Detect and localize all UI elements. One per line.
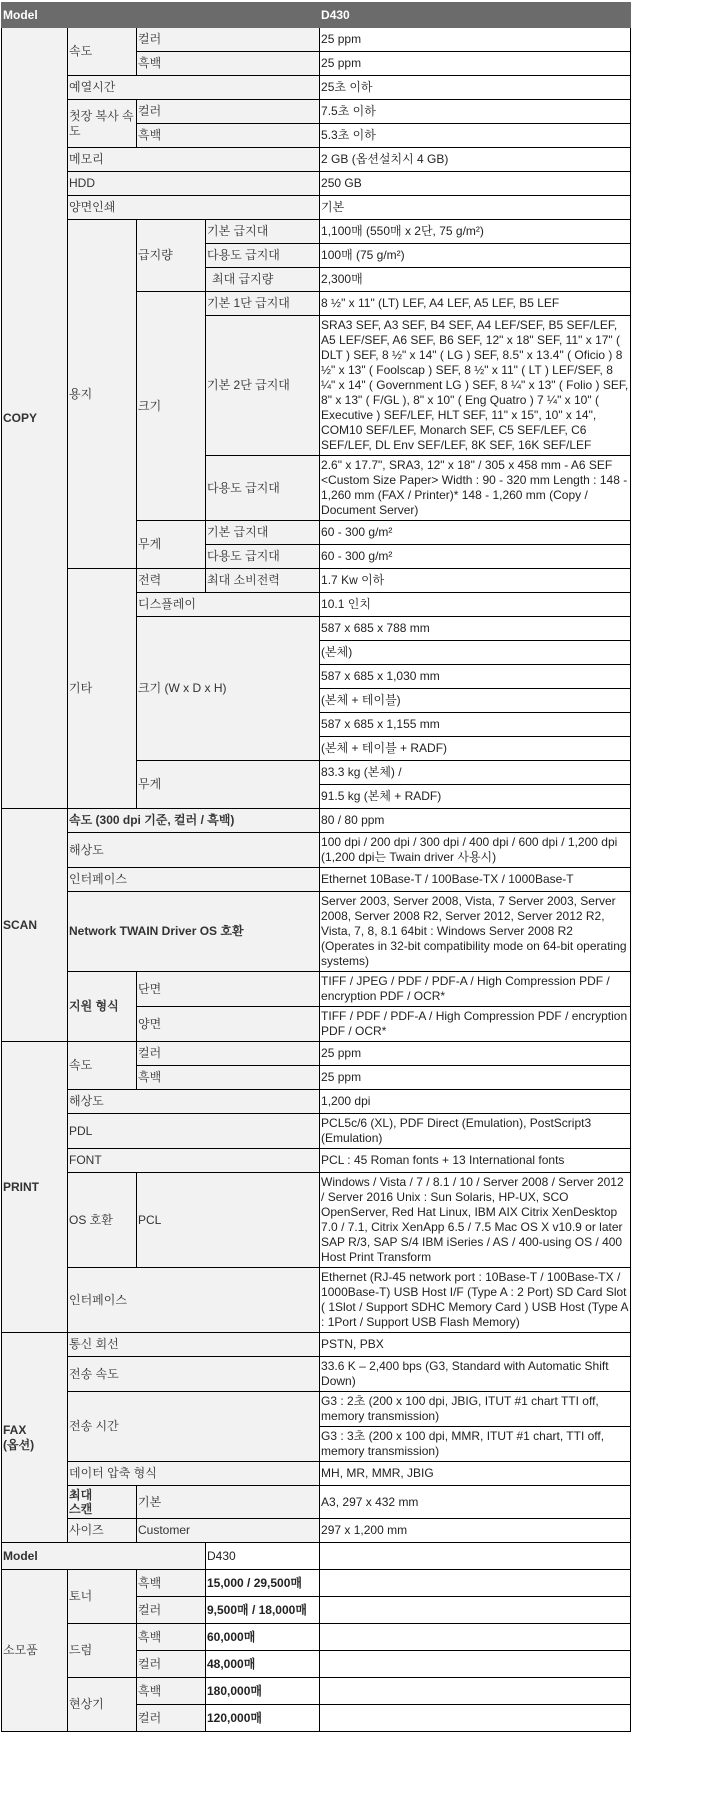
- label: 다용도 급지대: [206, 545, 320, 569]
- table-row: [2, 1624, 631, 1651]
- value: G3 : 3초 (200 x 100 dpi, MMR, ITUT #1 chart, TTI off, memory transmission): [320, 1427, 631, 1462]
- table-row: [2, 1042, 631, 1066]
- label: 통신 회선: [68, 1333, 320, 1357]
- table-row: [2, 569, 631, 593]
- label: 최대 스캔: [68, 1486, 137, 1519]
- label: 다용도 급지대: [206, 244, 320, 268]
- label: 컬러: [137, 100, 320, 124]
- empty-cell: [320, 1651, 631, 1678]
- label: 크기 (W x D x H): [137, 617, 320, 761]
- value: 10.1 인치: [320, 593, 631, 617]
- model-label: Model: [2, 1543, 206, 1570]
- label: 인터페이스: [68, 868, 320, 892]
- table-row: [2, 1357, 631, 1392]
- section-fax: FAX (옵션): [2, 1333, 68, 1543]
- label: Network TWAIN Driver OS 호환: [68, 892, 320, 972]
- table-row: [2, 1486, 631, 1519]
- value: (본체 + 테이블): [320, 689, 631, 713]
- value: 60 - 300 g/m²: [320, 545, 631, 569]
- section-print: PRINT: [2, 1042, 68, 1333]
- label: 기본 2단 급지대: [206, 316, 320, 456]
- label: 흑백: [137, 1570, 206, 1597]
- label: 토너: [68, 1570, 137, 1624]
- value: 25 ppm: [320, 52, 631, 76]
- value: SRA3 SEF, A3 SEF, B4 SEF, A4 LEF/SEF, B5 SEF/LEF, A5 LEF/SEF, A6 SEF, B6 SEF, 12" x 18" SEF, 11" x 17" ( DLT ) SEF, 8 ½" x 14" ( LG ) SEF, 8.5" x 13.4" ( Oficio ) 8 ½" x 13" ( Foolscap ) SEF, 8 ½" x 11" ( LT ) LEF/SEF, 8 ¼" x 14" ( Government LG ) SEF, 8 ¼" x 13" ( Folio ) SEF, 8" x 13" ( F/GL ), 8" x 10" ( Eng Quatro ) 7 ¼" x 10" ( Executive ) SEF/LEF, HLT SEF, 11" x 15", 10" x 14", COM10 SEF/LEF, Monarch SEF, C5 SEF/LEF, C6 SEF/LEF, DL Env SEF/LEF, 8K SEF, 16K SEF/LEF: [320, 316, 631, 456]
- value: Windows / Vista / 7 / 8.1 / 10 / Server 2008 / Server 2012 / Server 2016 Unix : Sun Solaris, HP-UX, SCO OpenServer, Red Hat Linux, IBM AIX Citrix XenDesktop 7.0 / 7.1, Citrix XenApp 6.5 / 7.5 Mac OS X v10.9 or later SAP R/3, SAP S/4 IBM iSeries / AS / 400-using OS / 400 Host Print Transform: [320, 1173, 631, 1268]
- value: 33.6 K – 2,400 bps (G3, Standard with Automatic Shift Down): [320, 1357, 631, 1392]
- value: Server 2003, Server 2008, Vista, 7 Server 2003, Server 2008, Server 2008 R2, Server 2012, Server 2012 R2, Vista, 7, 8, 8.1 64bit : Windows Server 2008 R2 (Operates in 32-bit compatibility mode on 64-bit operating systems): [320, 892, 631, 972]
- value: PCL : 45 Roman fonts + 13 International fonts: [320, 1149, 631, 1173]
- label: 지원 형식: [68, 972, 137, 1042]
- value: 5.3초 이하: [320, 124, 631, 148]
- empty-cell: [320, 1624, 631, 1651]
- table-row: [2, 172, 631, 196]
- value: TIFF / PDF / PDF-A / High Compression PDF / encryption PDF / OCR*: [320, 1007, 631, 1042]
- table-row: [2, 1090, 631, 1114]
- value: A3, 297 x 432 mm: [320, 1486, 631, 1519]
- label: 기본: [137, 1486, 320, 1519]
- table-row: [2, 1519, 631, 1543]
- value: Ethernet 10Base-T / 100Base-TX / 1000Base-T: [320, 868, 631, 892]
- value: (본체 + 테이블 + RADF): [320, 737, 631, 761]
- value: 25초 이하: [320, 76, 631, 100]
- value: 100 dpi / 200 dpi / 300 dpi / 400 dpi / 600 dpi / 1,200 dpi (1,200 dpi는 Twain driver 사용시): [320, 833, 631, 868]
- value: 180,000매: [206, 1678, 320, 1705]
- value: 297 x 1,200 mm: [320, 1519, 631, 1543]
- label: 컬러: [137, 1042, 320, 1066]
- label: 디스플레이: [137, 593, 320, 617]
- label: 컬러: [137, 1597, 206, 1624]
- table-row: [2, 1114, 631, 1149]
- table-row: [2, 1392, 631, 1427]
- label: 기본 급지대: [206, 521, 320, 545]
- label: 급지량: [137, 220, 206, 292]
- table-row: [2, 100, 631, 124]
- value: 80 / 80 ppm: [320, 809, 631, 833]
- table-row: [2, 28, 631, 52]
- label: 흑백: [137, 1624, 206, 1651]
- value: 587 x 685 x 1,030 mm: [320, 665, 631, 689]
- table-row: [2, 868, 631, 892]
- value: G3 : 2초 (200 x 100 dpi, JBIG, ITUT #1 chart TTI off, memory transmission): [320, 1392, 631, 1427]
- label: 최대 급지량: [206, 268, 320, 292]
- header-row: [2, 3, 631, 28]
- table-row: [2, 196, 631, 220]
- empty-cell: [320, 1597, 631, 1624]
- model-value: D430: [320, 3, 631, 28]
- value: 9,500매 / 18,000매: [206, 1597, 320, 1624]
- table-row: [2, 220, 631, 244]
- label: 무게: [137, 521, 206, 569]
- label: 전력: [137, 569, 206, 593]
- table-row: [2, 972, 631, 1007]
- value: 8 ½" x 11" (LT) LEF, A4 LEF, A5 LEF, B5 LEF: [320, 292, 631, 316]
- label: 속도 (300 dpi 기준, 컬러 / 흑백): [68, 809, 320, 833]
- empty-cell: [320, 1678, 631, 1705]
- value: 1,200 dpi: [320, 1090, 631, 1114]
- label: 사이즈: [68, 1519, 137, 1543]
- model-value: D430: [206, 1543, 320, 1570]
- value: 1.7 Kw 이하: [320, 569, 631, 593]
- value: Ethernet (RJ-45 network port : 10Base-T / 100Base-TX / 1000Base-T) USB Host I/F (Type A : 2 Port) SD Card Slot ( 1Slot / Support SDHC Memory Card ) USB Host (Type A : 1Port / Support USB Flash Memory): [320, 1268, 631, 1333]
- value: 587 x 685 x 788 mm: [320, 617, 631, 641]
- value: 250 GB: [320, 172, 631, 196]
- value: 기본: [320, 196, 631, 220]
- label: 메모리: [68, 148, 320, 172]
- label: PCL: [137, 1173, 320, 1268]
- label: HDD: [68, 172, 320, 196]
- label: 기타: [68, 569, 137, 809]
- label: 흑백: [137, 124, 320, 148]
- label: 해상도: [68, 1090, 320, 1114]
- label: 데이터 압축 형식: [68, 1462, 320, 1486]
- label: 첫장 복사 속도: [68, 100, 137, 148]
- value: 25 ppm: [320, 1042, 631, 1066]
- label: 기본 1단 급지대: [206, 292, 320, 316]
- value: 60,000매: [206, 1624, 320, 1651]
- value: 48,000매: [206, 1651, 320, 1678]
- value: 15,000 / 29,500매: [206, 1570, 320, 1597]
- table-row: [2, 1678, 631, 1705]
- label: 크기: [137, 292, 206, 521]
- table-row: [2, 148, 631, 172]
- label: 흑백: [137, 1678, 206, 1705]
- label: 컬러: [137, 1705, 206, 1732]
- value: PSTN, PBX: [320, 1333, 631, 1357]
- table-row: [2, 892, 631, 972]
- value: 120,000매: [206, 1705, 320, 1732]
- label: 현상기: [68, 1678, 137, 1732]
- value: 2,300매: [320, 268, 631, 292]
- label: 최대 소비전력: [206, 569, 320, 593]
- label: FONT: [68, 1149, 320, 1173]
- label: 해상도: [68, 833, 320, 868]
- table-row: [2, 1570, 631, 1597]
- value: 25 ppm: [320, 28, 631, 52]
- table-row: [2, 809, 631, 833]
- value: TIFF / JPEG / PDF / PDF-A / High Compression PDF / encryption PDF / OCR*: [320, 972, 631, 1007]
- label: 컬러: [137, 28, 320, 52]
- label: 흑백: [137, 1066, 320, 1090]
- table-row: [2, 1268, 631, 1333]
- value: 2.6" x 17.7", SRA3, 12" x 18" / 305 x 458 mm - A6 SEF <Custom Size Paper> Width : 90 - 320 mm Length : 148 - 1,260 mm (FAX / Printer)* 148 - 1,260 mm (Copy / Document Server): [320, 456, 631, 521]
- value: PCL5c/6 (XL), PDF Direct (Emulation), PostScript3 (Emulation): [320, 1114, 631, 1149]
- label: 흑백: [137, 52, 320, 76]
- value: 100매 (75 g/m²): [320, 244, 631, 268]
- spec-table: [1, 2, 631, 1732]
- value: 91.5 kg (본체 + RADF): [320, 785, 631, 809]
- label: 용지: [68, 220, 137, 569]
- label: 양면인쇄: [68, 196, 320, 220]
- label: 양면: [137, 1007, 320, 1042]
- value: 60 - 300 g/m²: [320, 521, 631, 545]
- value: 1,100매 (550매 x 2단, 75 g/m²): [320, 220, 631, 244]
- label: OS 호환: [68, 1173, 137, 1268]
- value: MH, MR, MMR, JBIG: [320, 1462, 631, 1486]
- label: 다용도 급지대: [206, 456, 320, 521]
- label: 전송 속도: [68, 1357, 320, 1392]
- table-row: [2, 76, 631, 100]
- table-row: [2, 833, 631, 868]
- table-row: [2, 1462, 631, 1486]
- empty-cell: [320, 1543, 631, 1570]
- section-consumables: 소모품: [2, 1570, 68, 1732]
- section-copy: COPY: [2, 28, 68, 809]
- label: PDL: [68, 1114, 320, 1149]
- value: 83.3 kg (본체) /: [320, 761, 631, 785]
- value: 7.5초 이하: [320, 100, 631, 124]
- label: 기본 급지대: [206, 220, 320, 244]
- label: 컬러: [137, 1651, 206, 1678]
- label: Customer: [137, 1519, 320, 1543]
- value: 587 x 685 x 1,155 mm: [320, 713, 631, 737]
- section-scan: SCAN: [2, 809, 68, 1042]
- empty-cell: [320, 1705, 631, 1732]
- table-row: [2, 1173, 631, 1268]
- label: 속도: [68, 28, 137, 76]
- model-label: Model: [2, 3, 320, 28]
- label: 드럼: [68, 1624, 137, 1678]
- consumables-header-row: [2, 1543, 631, 1570]
- value: 25 ppm: [320, 1066, 631, 1090]
- value: 2 GB (옵션설치시 4 GB): [320, 148, 631, 172]
- table-row: [2, 1149, 631, 1173]
- empty-cell: [320, 1570, 631, 1597]
- label: 전송 시간: [68, 1392, 320, 1462]
- label: 예열시간: [68, 76, 320, 100]
- table-row: [2, 1333, 631, 1357]
- label: 무게: [137, 761, 320, 809]
- label: 속도: [68, 1042, 137, 1090]
- label: 인터페이스: [68, 1268, 320, 1333]
- label: 단면: [137, 972, 320, 1007]
- value: (본체): [320, 641, 631, 665]
